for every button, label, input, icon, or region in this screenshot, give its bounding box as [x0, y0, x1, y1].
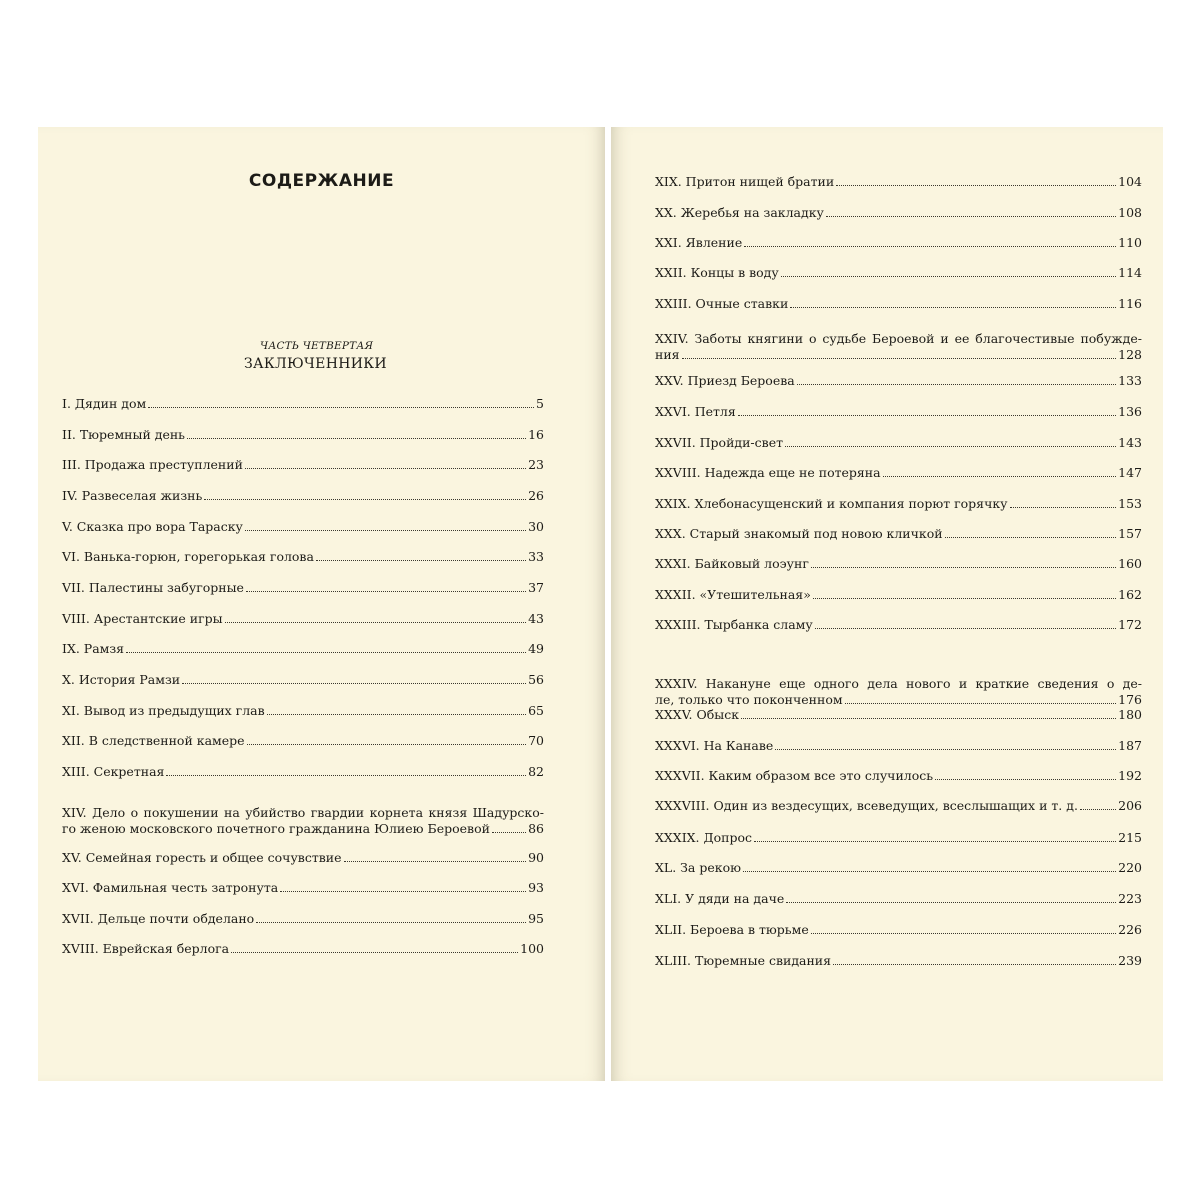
toc-entry-title: XI. Вывод из предыдущих глав: [62, 703, 265, 718]
toc-entry-page: 95: [528, 911, 544, 926]
toc-entry-title: XLIII. Тюремные свидания: [655, 953, 832, 968]
toc-entry-title: XVII. Дельце почти обделано: [62, 911, 255, 926]
dot-leader: [344, 861, 527, 862]
toc-entry-page: 26: [528, 488, 544, 503]
toc-entry-title: XXXVI. На Канаве: [655, 738, 774, 753]
toc-entry-page: 157: [1118, 526, 1142, 541]
toc-entry-title: VII. Палестины забугорные: [62, 580, 244, 595]
toc-entry-line2: [655, 692, 1142, 708]
dot-leader: [1080, 809, 1116, 810]
toc-entry-page: 226: [1118, 922, 1142, 937]
toc-entry-title: XXI. Явление: [655, 235, 743, 250]
dot-leader: [256, 922, 526, 923]
toc-entry-title: VI. Ванька-горюн, горегорькая голова: [62, 549, 314, 564]
dot-leader: [826, 216, 1116, 217]
dot-leader: [815, 628, 1116, 629]
toc-entry-page: 110: [1118, 235, 1142, 250]
dot-leader: [231, 952, 518, 953]
toc-entry: [655, 205, 1142, 221]
right-toc-list: [611, 127, 1163, 1081]
toc-entry: [62, 427, 544, 443]
toc-entry-page: 5: [536, 396, 544, 411]
toc-entry: [655, 556, 1142, 572]
toc-entry: [655, 768, 1142, 784]
toc-entry: [655, 265, 1142, 281]
toc-entry-title: XX. Жеребья на закладку: [655, 205, 824, 220]
toc-entry-title: VIII. Арестантские игры: [62, 611, 223, 626]
toc-entry-title: XII. В следственной камере: [62, 733, 245, 748]
toc-entry-page: 116: [1118, 296, 1142, 311]
dot-leader: [225, 622, 526, 623]
dot-leader: [682, 358, 1117, 359]
toc-entry-page: 215: [1118, 830, 1142, 845]
toc-entry: [655, 830, 1142, 846]
toc-entry-page: 136: [1118, 404, 1142, 419]
toc-entry-title: XXVII. Пройди-свет: [655, 435, 784, 450]
toc-entry: [62, 488, 544, 504]
left-page: [38, 127, 605, 1081]
toc-entry-page: 206: [1118, 798, 1142, 813]
toc-entry-page: 16: [528, 427, 544, 442]
toc-entry-title: XXII. Концы в воду: [655, 265, 779, 280]
toc-entry: [655, 676, 1142, 708]
toc-entry-page: 223: [1118, 891, 1142, 906]
toc-entry-page: 143: [1118, 435, 1142, 450]
toc-entry-page: 172: [1118, 617, 1142, 632]
toc-entry: [655, 465, 1142, 481]
toc-entry-page: 30: [528, 519, 544, 534]
toc-entry: [655, 707, 1142, 723]
dot-leader: [267, 714, 526, 715]
toc-entry: [655, 922, 1142, 938]
toc-entry-page: 43: [528, 611, 544, 626]
dot-leader: [883, 476, 1117, 477]
dot-leader: [247, 744, 527, 745]
dot-leader: [775, 749, 1116, 750]
toc-entry-title: XIX. Притон нищей братии: [655, 174, 835, 189]
toc-entry-title: IX. Рамзя: [62, 641, 125, 656]
dot-leader: [492, 832, 526, 833]
toc-entry: [655, 435, 1142, 451]
toc-entry-title: III. Продажа преступлений: [62, 457, 243, 472]
toc-entry-title: X. История Рамзи: [62, 672, 181, 687]
dot-leader: [811, 567, 1116, 568]
toc-entry: [62, 672, 544, 688]
toc-entry: [655, 174, 1142, 190]
toc-entry-title: XVI. Фамильная честь затронута: [62, 880, 279, 895]
toc-entry-title: XV. Семейная горесть и общее сочувствие: [62, 850, 342, 865]
toc-entry-page: 56: [528, 672, 544, 687]
toc-entry-title: XXIX. Хлебонасущенский и компания порют горячку: [655, 496, 1008, 511]
dot-leader: [204, 499, 526, 500]
toc-entry: [655, 953, 1142, 969]
dot-leader: [738, 415, 1116, 416]
toc-entry-title: IV. Развеселая жизнь: [62, 488, 203, 503]
toc-entry-title: XLII. Бероева в тюрьме: [655, 922, 809, 937]
toc-entry-title: XXVI. Петля: [655, 404, 736, 419]
toc-entry-page: 180: [1118, 707, 1142, 722]
dot-leader: [280, 891, 526, 892]
dot-leader: [790, 307, 1116, 308]
toc-entry-page: 220: [1118, 860, 1142, 875]
left-toc-list: [38, 127, 605, 1081]
toc-entry: [62, 880, 544, 896]
toc-entry: [62, 764, 544, 780]
toc-entry-page: 100: [520, 941, 544, 956]
toc-entry-page: 82: [528, 764, 544, 779]
dot-leader: [781, 276, 1116, 277]
toc-entry-page: 93: [528, 880, 544, 895]
right-page: [611, 127, 1163, 1081]
dot-leader: [833, 964, 1116, 965]
dot-leader: [744, 246, 1116, 247]
toc-entry: [62, 733, 544, 749]
dot-leader: [182, 683, 526, 684]
toc-entry-page: 187: [1118, 738, 1142, 753]
toc-entry-title: XL. За рекою: [655, 860, 741, 875]
toc-entry: [62, 941, 544, 957]
toc-entry-page: 33: [528, 549, 544, 564]
dot-leader: [126, 652, 526, 653]
toc-entry: [62, 457, 544, 473]
toc-entry-page: 49: [528, 641, 544, 656]
toc-entry: [62, 911, 544, 927]
toc-entry-page: 114: [1118, 265, 1142, 280]
toc-entry: [655, 798, 1142, 814]
toc-entry: [62, 850, 544, 866]
toc-entry: [62, 396, 544, 412]
toc-entry: [655, 738, 1142, 754]
toc-entry-page: 90: [528, 850, 544, 865]
dot-leader: [187, 438, 526, 439]
toc-entry-title: XXXIII. Тырбанка сламу: [655, 617, 813, 632]
toc-entry-title: XXV. Приезд Бероева: [655, 373, 795, 388]
toc-entry-line2: [655, 347, 1142, 363]
toc-entry-title: XLI. У дяди на даче: [655, 891, 785, 906]
toc-entry-title: V. Сказка про вора Тараску: [62, 519, 243, 534]
dot-leader: [741, 718, 1116, 719]
toc-entry-title: XXXI. Байковый лоэунг: [655, 556, 809, 571]
toc-entry-page: 147: [1118, 465, 1142, 480]
toc-entry: [655, 404, 1142, 420]
toc-entry-page: 239: [1118, 953, 1142, 968]
toc-entry: [655, 496, 1142, 512]
toc-entry-title: XXIII. Очные ставки: [655, 296, 789, 311]
toc-entry: [655, 526, 1142, 542]
dot-leader: [785, 446, 1116, 447]
toc-entry-page: 104: [1118, 174, 1142, 189]
toc-entry-page: 70: [528, 733, 544, 748]
toc-entry-page: 128: [1118, 347, 1142, 362]
toc-entry-page: 23: [528, 457, 544, 472]
toc-entry: [62, 805, 544, 837]
toc-entry: [655, 331, 1142, 363]
toc-entry: [655, 891, 1142, 907]
contents-heading: СОДЕРЖАНИЕ: [248, 171, 395, 191]
dot-leader: [754, 841, 1116, 842]
dot-leader: [845, 703, 1117, 704]
toc-entry-title: XVIII. Еврейская берлога: [62, 941, 230, 956]
dot-leader: [316, 560, 526, 561]
toc-entry-title-line2: ния: [655, 347, 680, 362]
toc-entry-title-line1: XXXIV. Накануне еще одного дела нового и краткие сведения о де-: [655, 676, 1142, 691]
toc-entry-title: I. Дядин дом: [62, 396, 147, 411]
toc-entry-title: XXXIX. Допрос: [655, 830, 753, 845]
dot-leader: [743, 871, 1116, 872]
dot-leader: [945, 537, 1117, 538]
toc-entry: [655, 235, 1142, 251]
toc-entry: [62, 703, 544, 719]
toc-entry: [62, 549, 544, 565]
toc-entry: [62, 519, 544, 535]
dot-leader: [811, 933, 1116, 934]
dot-leader: [148, 407, 534, 408]
toc-entry-title-line1: XXIV. Заботы княгини о судьбе Бероевой и ее благочестивые побужде-: [655, 331, 1142, 346]
toc-entry: [62, 641, 544, 657]
toc-entry: [655, 373, 1142, 389]
toc-entry-line2: [62, 821, 544, 837]
toc-entry-title-line2: ле, только что поконченном: [655, 692, 843, 707]
toc-entry: [655, 587, 1142, 603]
toc-entry-title-line1: XIV. Дело о покушении на убийство гвардии корнета князя Шадурско-: [62, 805, 544, 820]
dot-leader: [166, 775, 526, 776]
toc-entry-title: XXXVIII. Один из вездесущих, всеведущих, всеслышащих и т. д.: [655, 798, 1078, 813]
dot-leader: [245, 468, 526, 469]
toc-entry-page: 65: [528, 703, 544, 718]
dot-leader: [246, 591, 526, 592]
toc-entry-page: 86: [528, 821, 544, 836]
toc-entry: [655, 617, 1142, 633]
dot-leader: [786, 902, 1116, 903]
toc-entry: [655, 296, 1142, 312]
toc-entry-title: XXXV. Обыск: [655, 707, 740, 722]
toc-entry-title-line2: го женою московского почетного гражданина Юлиею Бероевой: [62, 821, 490, 836]
dot-leader: [245, 530, 526, 531]
toc-entry-title: XXX. Старый знакомый под новою кличкой: [655, 526, 943, 541]
dot-leader: [836, 185, 1116, 186]
toc-entry-title: II. Тюремный день: [62, 427, 185, 442]
toc-entry-page: 37: [528, 580, 544, 595]
dot-leader: [935, 779, 1116, 780]
toc-entry-page: 160: [1118, 556, 1142, 571]
toc-entry-page: 192: [1118, 768, 1142, 783]
toc-entry-page: 133: [1118, 373, 1142, 388]
toc-entry: [62, 580, 544, 596]
dot-leader: [797, 384, 1116, 385]
part-label: ЧАСТЬ ЧЕТВЕРТАЯ: [260, 340, 374, 352]
toc-entry-title: XXXII. «Утешительная»: [655, 587, 811, 602]
toc-entry-title: XXVIII. Надежда еще не потеряна: [655, 465, 881, 480]
toc-entry-page: 176: [1118, 692, 1142, 707]
toc-entry: [655, 860, 1142, 876]
toc-entry-title: XXXVII. Каким образом все это случилось: [655, 768, 934, 783]
toc-entry-page: 153: [1118, 496, 1142, 511]
toc-entry-page: 162: [1118, 587, 1142, 602]
dot-leader: [1010, 507, 1117, 508]
toc-entry: [62, 611, 544, 627]
toc-entry-page: 108: [1118, 205, 1142, 220]
toc-entry-title: XIII. Секретная: [62, 764, 165, 779]
part-title: ЗАКЛЮЧЕННИКИ: [244, 356, 387, 372]
dot-leader: [813, 598, 1116, 599]
